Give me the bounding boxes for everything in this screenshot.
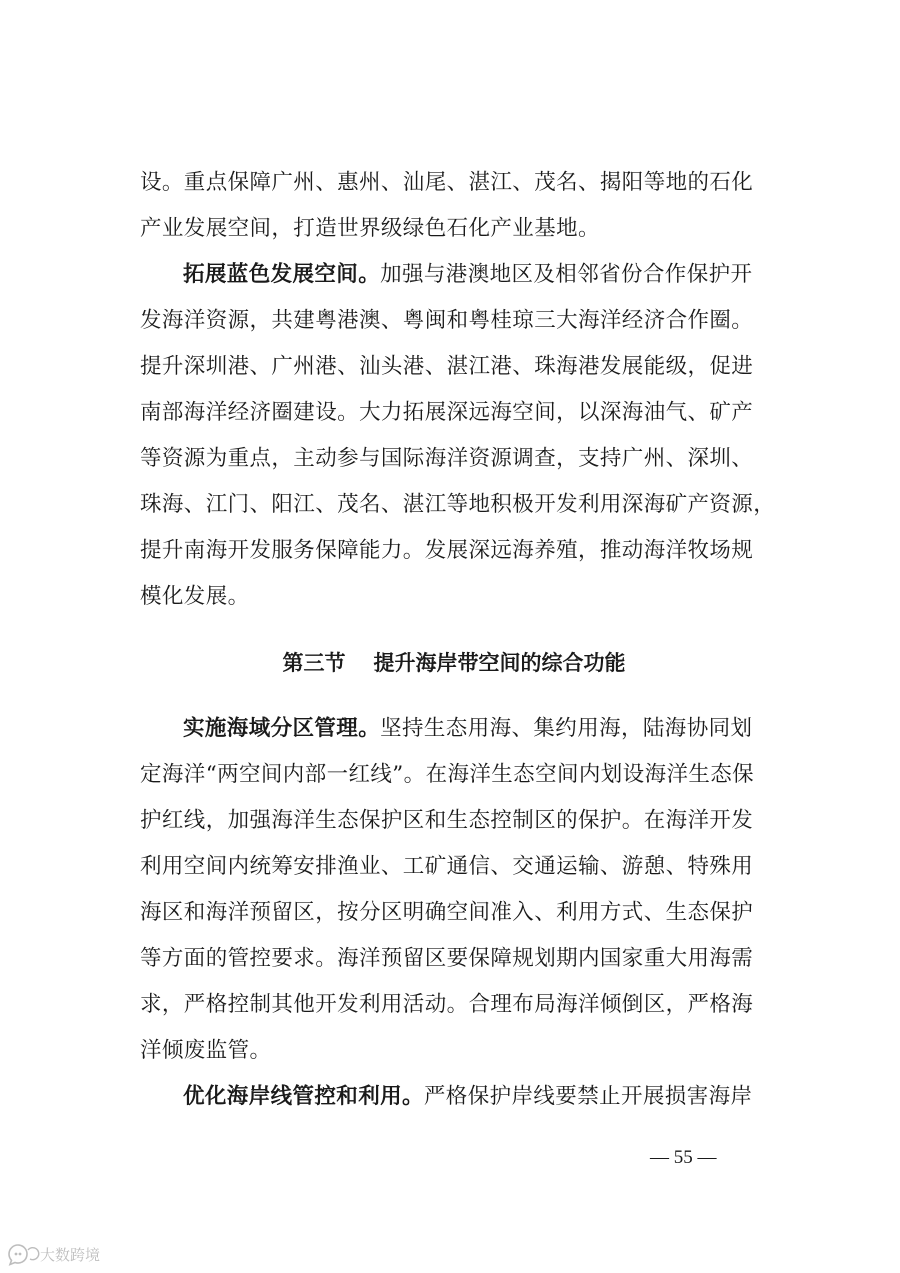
section-number: 第三节	[282, 651, 346, 675]
paragraph-3-line-2: 定海洋“两空间内部一红线”。在海洋生态空间内划设海洋生态保	[140, 762, 755, 787]
section-heading	[140, 640, 768, 686]
paragraph-1-line-1: 设。重点保障广州、惠州、汕尾、湛江、茂名、揭阳等地的石化	[140, 170, 754, 195]
paragraph-2-line-1-text: 加强与港澳地区及相邻省份合作保护开	[380, 262, 753, 287]
paragraph-4-lead: 优化海岸线管控和利用。	[183, 1084, 424, 1109]
watermark	[6, 1241, 136, 1267]
paragraph-3-line-7: 求，严格控制其他开发利用活动。合理布局海洋倾倒区，严格海	[140, 992, 754, 1017]
watermark-text: 大数跨境	[40, 1246, 101, 1264]
paragraph-3-line-8: 洋倾废监管。	[140, 1038, 272, 1063]
paragraph-2-line-8: 模化发展。	[140, 584, 250, 609]
paragraph-1-line-2: 产业发展空间，打造世界级绿色石化产业基地。	[140, 216, 600, 241]
page-number: — 55 —	[650, 1147, 717, 1168]
paragraph-2-line-5: 等资源为重点，主动参与国际海洋资源调查，支持广州、深圳、	[140, 446, 754, 471]
paragraph-2-line-7: 提升南海开发服务保障能力。发展深远海养殖，推动海洋牧场规	[140, 538, 754, 563]
paragraph-3-line-1-text: 坚持生态用海、集约用海，陆海协同划	[380, 716, 753, 741]
paragraph-4-line-1	[140, 1074, 768, 1120]
paragraph-3-line-3: 护红线，加强海洋生态保护区和生态控制区的保护。在海洋开发	[140, 808, 754, 833]
paragraph-2	[140, 252, 776, 620]
paragraph-2-line-2: 发海洋资源，共建粤港澳、粤闽和粤桂琼三大海洋经济合作圈。	[140, 308, 754, 333]
paragraph-2-line-6: 珠海、江门、阳江、茂名、湛江等地积极开发利用深海矿产资源，	[140, 492, 776, 517]
paragraph-4	[140, 1074, 768, 1120]
paragraph-3-line-5: 海区和海洋预留区，按分区明确空间准入、利用方式、生态保护	[140, 900, 754, 925]
document-body	[140, 160, 776, 1120]
paragraph-2-line-3: 提升深圳港、广州港、汕头港、湛江港、珠海港发展能级，促进	[140, 354, 754, 379]
paragraph-2-line-1	[140, 252, 768, 298]
paragraph-1	[140, 160, 768, 252]
section-title: 提升海岸带空间的综合功能	[373, 651, 626, 675]
paragraph-3-line-1	[140, 706, 768, 752]
paragraph-2-line-4: 南部海洋经济圈建设。大力拓展深远海空间，以深海油气、矿产	[140, 400, 754, 425]
paragraph-3	[140, 706, 768, 1074]
paragraph-3-line-6: 等方面的管控要求。海洋预留区要保障规划期内国家重大用海需	[140, 946, 754, 971]
paragraph-4-line-1-text: 严格保护岸线要禁止开展损害海岸	[423, 1084, 753, 1109]
paragraph-3-line-4: 利用空间内统筹安排渔业、工矿通信、交通运输、游憩、特殊用	[140, 854, 754, 879]
chat-bubble-logo-icon	[6, 1241, 136, 1267]
paragraph-2-lead: 拓展蓝色发展空间。	[183, 262, 381, 287]
paragraph-3-lead: 实施海域分区管理。	[183, 716, 381, 741]
